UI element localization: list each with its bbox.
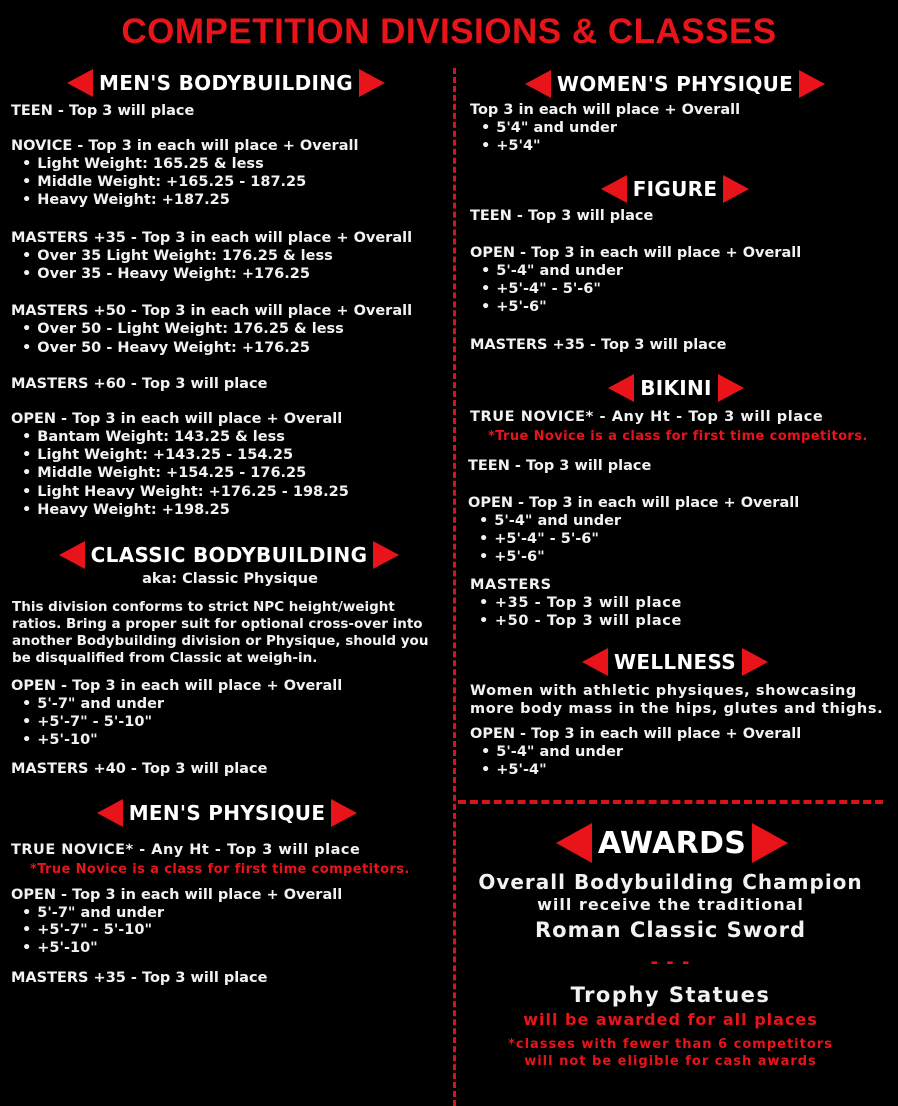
classic-masters40: MASTERS +40 - Top 3 will place: [11, 761, 268, 777]
left-arrow-icon: [608, 374, 634, 402]
wellness-open-label: OPEN - Top 3 in each will place + Overall: [470, 726, 802, 742]
wellness-desc-line2: more body mass in the hips, glutes and thighs.: [470, 701, 884, 717]
list-item: • +5'-4" - 5'-6": [479, 531, 599, 547]
left-arrow-icon: [582, 648, 608, 676]
bikini-teen: TEEN - Top 3 will place: [468, 458, 652, 474]
right-arrow-icon: [373, 541, 399, 569]
mens-physique-open-label: OPEN - Top 3 in each will place + Overall: [11, 887, 343, 903]
list-item: • Middle Weight: +154.25 - 176.25: [22, 465, 306, 481]
mens-bb-masters50-label: MASTERS +50 - Top 3 in each will place + Overall: [11, 303, 413, 319]
list-item: • Over 50 - Light Weight: 176.25 & less: [22, 321, 344, 337]
right-arrow-icon: [718, 374, 744, 402]
mens-physique-note: *True Novice is a class for first time competitors.: [30, 862, 410, 877]
classic-aka: aka: Classic Physique: [142, 571, 318, 587]
right-arrow-icon: [799, 70, 825, 98]
list-item: • Over 35 - Heavy Weight: +176.25: [22, 266, 310, 282]
page-title: COMPETITION DIVISIONS & CLASSES: [121, 12, 777, 51]
awards-line3: Roman Classic Sword: [535, 918, 806, 942]
list-item: • 5'4" and under: [481, 120, 617, 136]
bikini-open-label: OPEN - Top 3 in each will place + Overall: [468, 495, 800, 511]
mens-bodybuilding-header: MEN'S BODYBUILDING: [55, 69, 397, 97]
awards-header: AWARDS: [556, 823, 788, 863]
list-item: • +35 - Top 3 will place: [479, 595, 682, 611]
list-item: • 5'-4" and under: [479, 513, 621, 529]
left-arrow-icon: [525, 70, 551, 98]
list-item: • +5'-4" - 5'-6": [481, 281, 601, 297]
list-item: • +5'-10": [22, 940, 98, 956]
mens-bb-open-label: OPEN - Top 3 in each will place + Overall: [11, 411, 343, 427]
list-item: • Over 50 - Heavy Weight: +176.25: [22, 340, 310, 356]
list-item: • Middle Weight: +165.25 - 187.25: [22, 174, 306, 190]
left-arrow-icon: [601, 175, 627, 203]
list-item: • +5'-4": [481, 762, 547, 778]
awards-note1: *classes with fewer than 6 competitors: [508, 1037, 833, 1052]
list-item: • Over 35 Light Weight: 176.25 & less: [22, 248, 333, 264]
wellness-desc-line1: Women with athletic physiques, showcasing: [470, 683, 857, 699]
left-arrow-icon: [67, 69, 93, 97]
right-arrow-icon: [331, 799, 357, 827]
mens-physique-masters35: MASTERS +35 - Top 3 will place: [11, 970, 268, 986]
awards-separator: - - -: [650, 952, 691, 973]
awards-line2: will receive the traditional: [537, 895, 804, 914]
awards-line4: Trophy Statues: [570, 983, 771, 1007]
left-arrow-icon: [59, 541, 85, 569]
list-item: • Light Weight: 165.25 & less: [22, 156, 264, 172]
right-arrow-icon: [359, 69, 385, 97]
list-item: • +5'-7" - 5'-10": [22, 714, 152, 730]
classic-bodybuilding-header: CLASSIC BODYBUILDING: [44, 541, 414, 569]
awards-line1: Overall Bodybuilding Champion: [478, 870, 863, 894]
right-arrow-icon: [752, 823, 788, 863]
horizontal-divider: [458, 800, 883, 804]
figure-masters35: MASTERS +35 - Top 3 will place: [470, 337, 727, 353]
right-arrow-icon: [742, 648, 768, 676]
list-item: • 5'-4" and under: [481, 744, 623, 760]
figure-open-label: OPEN - Top 3 in each will place + Overall: [470, 245, 802, 261]
list-item: • 5'-7" and under: [22, 905, 164, 921]
womens-physique-label: Top 3 in each will place + Overall: [470, 102, 741, 118]
bikini-header: BIKINI: [598, 374, 754, 402]
list-item: • Heavy Weight: +198.25: [22, 502, 230, 518]
list-item: • Bantam Weight: 143.25 & less: [22, 429, 285, 445]
list-item: • 5'-4" and under: [481, 263, 623, 279]
mens-physique-header: MEN'S PHYSIQUE: [88, 799, 366, 827]
right-arrow-icon: [723, 175, 749, 203]
list-item: • +50 - Top 3 will place: [479, 613, 682, 629]
awards-line5: will be awarded for all places: [523, 1010, 818, 1029]
bikini-true-novice: TRUE NOVICE* - Any Ht - Top 3 will place: [470, 409, 824, 425]
mens-bb-teen: TEEN - Top 3 will place: [11, 103, 195, 119]
classic-open-label: OPEN - Top 3 in each will place + Overall: [11, 678, 343, 694]
left-arrow-icon: [97, 799, 123, 827]
mens-bb-novice-label: NOVICE - Top 3 in each will place + Overall: [11, 138, 359, 154]
vertical-divider: [453, 68, 456, 1106]
left-arrow-icon: [556, 823, 592, 863]
list-item: • +5'-6": [481, 299, 547, 315]
classic-description: This division conforms to strict NPC height/weight ratios. Bring a proper suit for optional cross-over into another Bodybuilding division or Physique, should you be disqualified from Classic at weigh-in.: [12, 599, 429, 666]
mens-physique-true-novice: TRUE NOVICE* - Any Ht - Top 3 will place: [11, 842, 361, 858]
bikini-masters-label: MASTERS: [470, 577, 552, 593]
list-item: • Light Weight: +143.25 - 154.25: [22, 447, 293, 463]
list-item: • +5'-10": [22, 732, 98, 748]
list-item: • +5'-7" - 5'-10": [22, 922, 152, 938]
figure-header: FIGURE: [594, 175, 756, 203]
mens-bb-masters35-label: MASTERS +35 - Top 3 in each will place + Overall: [11, 230, 413, 246]
list-item: • 5'-7" and under: [22, 696, 164, 712]
figure-teen: TEEN - Top 3 will place: [470, 208, 654, 224]
mens-bb-masters60: MASTERS +60 - Top 3 will place: [11, 376, 268, 392]
wellness-header: WELLNESS: [573, 648, 777, 676]
list-item: • +5'4": [481, 138, 541, 154]
list-item: • Light Heavy Weight: +176.25 - 198.25: [22, 484, 349, 500]
womens-physique-header: WOMEN'S PHYSIQUE: [516, 70, 834, 98]
awards-note2: will not be eligible for cash awards: [524, 1054, 817, 1069]
list-item: • Heavy Weight: +187.25: [22, 192, 230, 208]
bikini-note: *True Novice is a class for first time competitors.: [488, 429, 868, 444]
list-item: • +5'-6": [479, 549, 545, 565]
